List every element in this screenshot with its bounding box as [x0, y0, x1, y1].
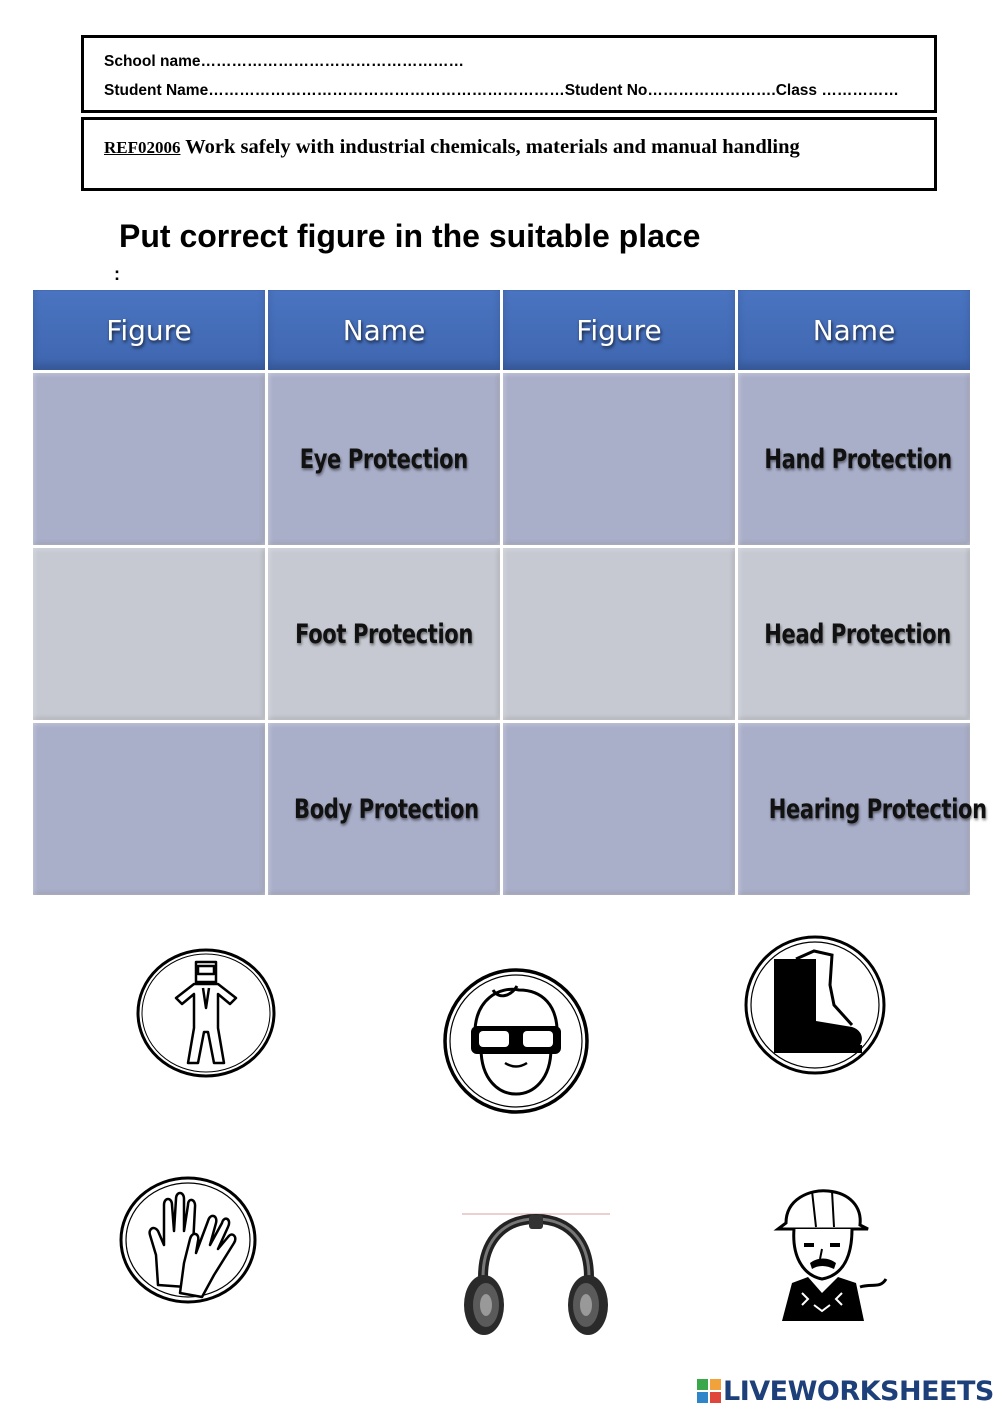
- eye-protection-goggles-icon[interactable]: [441, 968, 592, 1114]
- name-cell: [737, 547, 972, 722]
- name-cell: [267, 547, 502, 722]
- course-title-box: [81, 117, 937, 191]
- drop-zone-foot-protection[interactable]: [32, 547, 267, 722]
- student-info-box: [81, 35, 937, 113]
- name-label: Body Protection: [294, 793, 479, 825]
- name-cell: [267, 372, 502, 547]
- name-cell: [267, 722, 502, 897]
- course-title: Work safely with industrial chemicals, materials and manual handling: [185, 136, 800, 158]
- matching-table: [30, 287, 987, 898]
- name-label: Head Protection: [764, 618, 951, 650]
- student-no-field: Student No…………………….: [564, 82, 776, 99]
- header-name-2: Name: [737, 289, 972, 372]
- body-protection-suit-icon[interactable]: [136, 948, 277, 1079]
- name-label: Foot Protection: [295, 618, 473, 650]
- drop-zone-body-protection[interactable]: [32, 722, 267, 897]
- drop-zone-hearing-protection[interactable]: [502, 722, 737, 897]
- school-name-field: School name……………………………………………: [104, 53, 464, 70]
- drop-zone-head-protection[interactable]: [502, 547, 737, 722]
- drop-zone-eye-protection[interactable]: [32, 372, 267, 547]
- class-field: Class ……………: [775, 82, 899, 99]
- colon-mark: :: [114, 264, 120, 284]
- liveworksheets-mark-icon: [697, 1379, 721, 1403]
- head-protection-hardhat-icon[interactable]: [752, 1183, 890, 1323]
- course-title-line: [104, 136, 800, 159]
- hearing-protection-earmuffs-icon[interactable]: [462, 1213, 610, 1338]
- student-line: [104, 82, 899, 100]
- header-figure-1: Figure: [32, 289, 267, 372]
- student-name-field: Student Name……………………………………………………………: [104, 82, 565, 99]
- table-row: [32, 372, 972, 547]
- table-row: [32, 547, 972, 722]
- table-row: [32, 722, 972, 897]
- header-figure-2: Figure: [502, 289, 737, 372]
- name-label: Hand Protection: [764, 443, 952, 475]
- course-code: REF02006: [104, 138, 181, 157]
- name-cell: [737, 722, 987, 897]
- liveworksheets-brand: LIVEWORKSHEETS: [723, 1376, 994, 1407]
- header-name-1: Name: [267, 289, 502, 372]
- foot-protection-boot-icon[interactable]: [744, 935, 887, 1076]
- liveworksheets-logo: [697, 1376, 994, 1407]
- table-header-row: [32, 289, 972, 372]
- instruction-heading: Put correct figure in the suitable place: [119, 218, 701, 254]
- drop-zone-hand-protection[interactable]: [502, 372, 737, 547]
- name-cell: [737, 372, 972, 547]
- name-label: Eye Protection: [299, 443, 469, 475]
- name-label: Hearing Protection: [768, 793, 987, 825]
- hand-protection-gloves-icon[interactable]: [118, 1175, 258, 1305]
